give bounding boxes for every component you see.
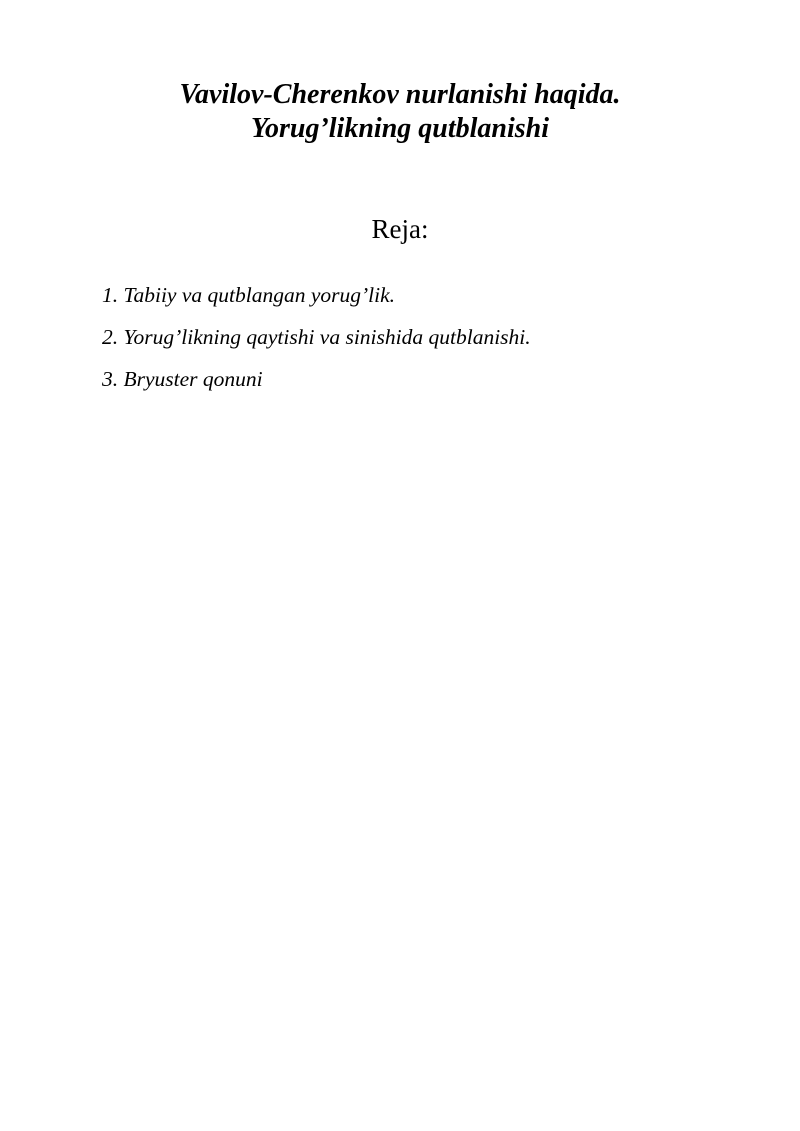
plan-item-2: 2. Yorug’likning qaytishi va sinishida qutblanishi.: [102, 325, 531, 349]
plan-item-3: 3. Bryuster qonuni: [102, 367, 263, 391]
plan-list: [102, 280, 531, 406]
plan-item-1: 1. Tabiiy va qutblangan yorug’lik.: [102, 283, 396, 307]
title-line-2: Yorug’likning qutblanishi: [250, 113, 549, 144]
title-line-1: Vavilov-Cherenkov nurlanishi haqida.: [179, 79, 621, 110]
document-title: [0, 78, 800, 146]
plan-heading: Reja:: [371, 214, 429, 244]
